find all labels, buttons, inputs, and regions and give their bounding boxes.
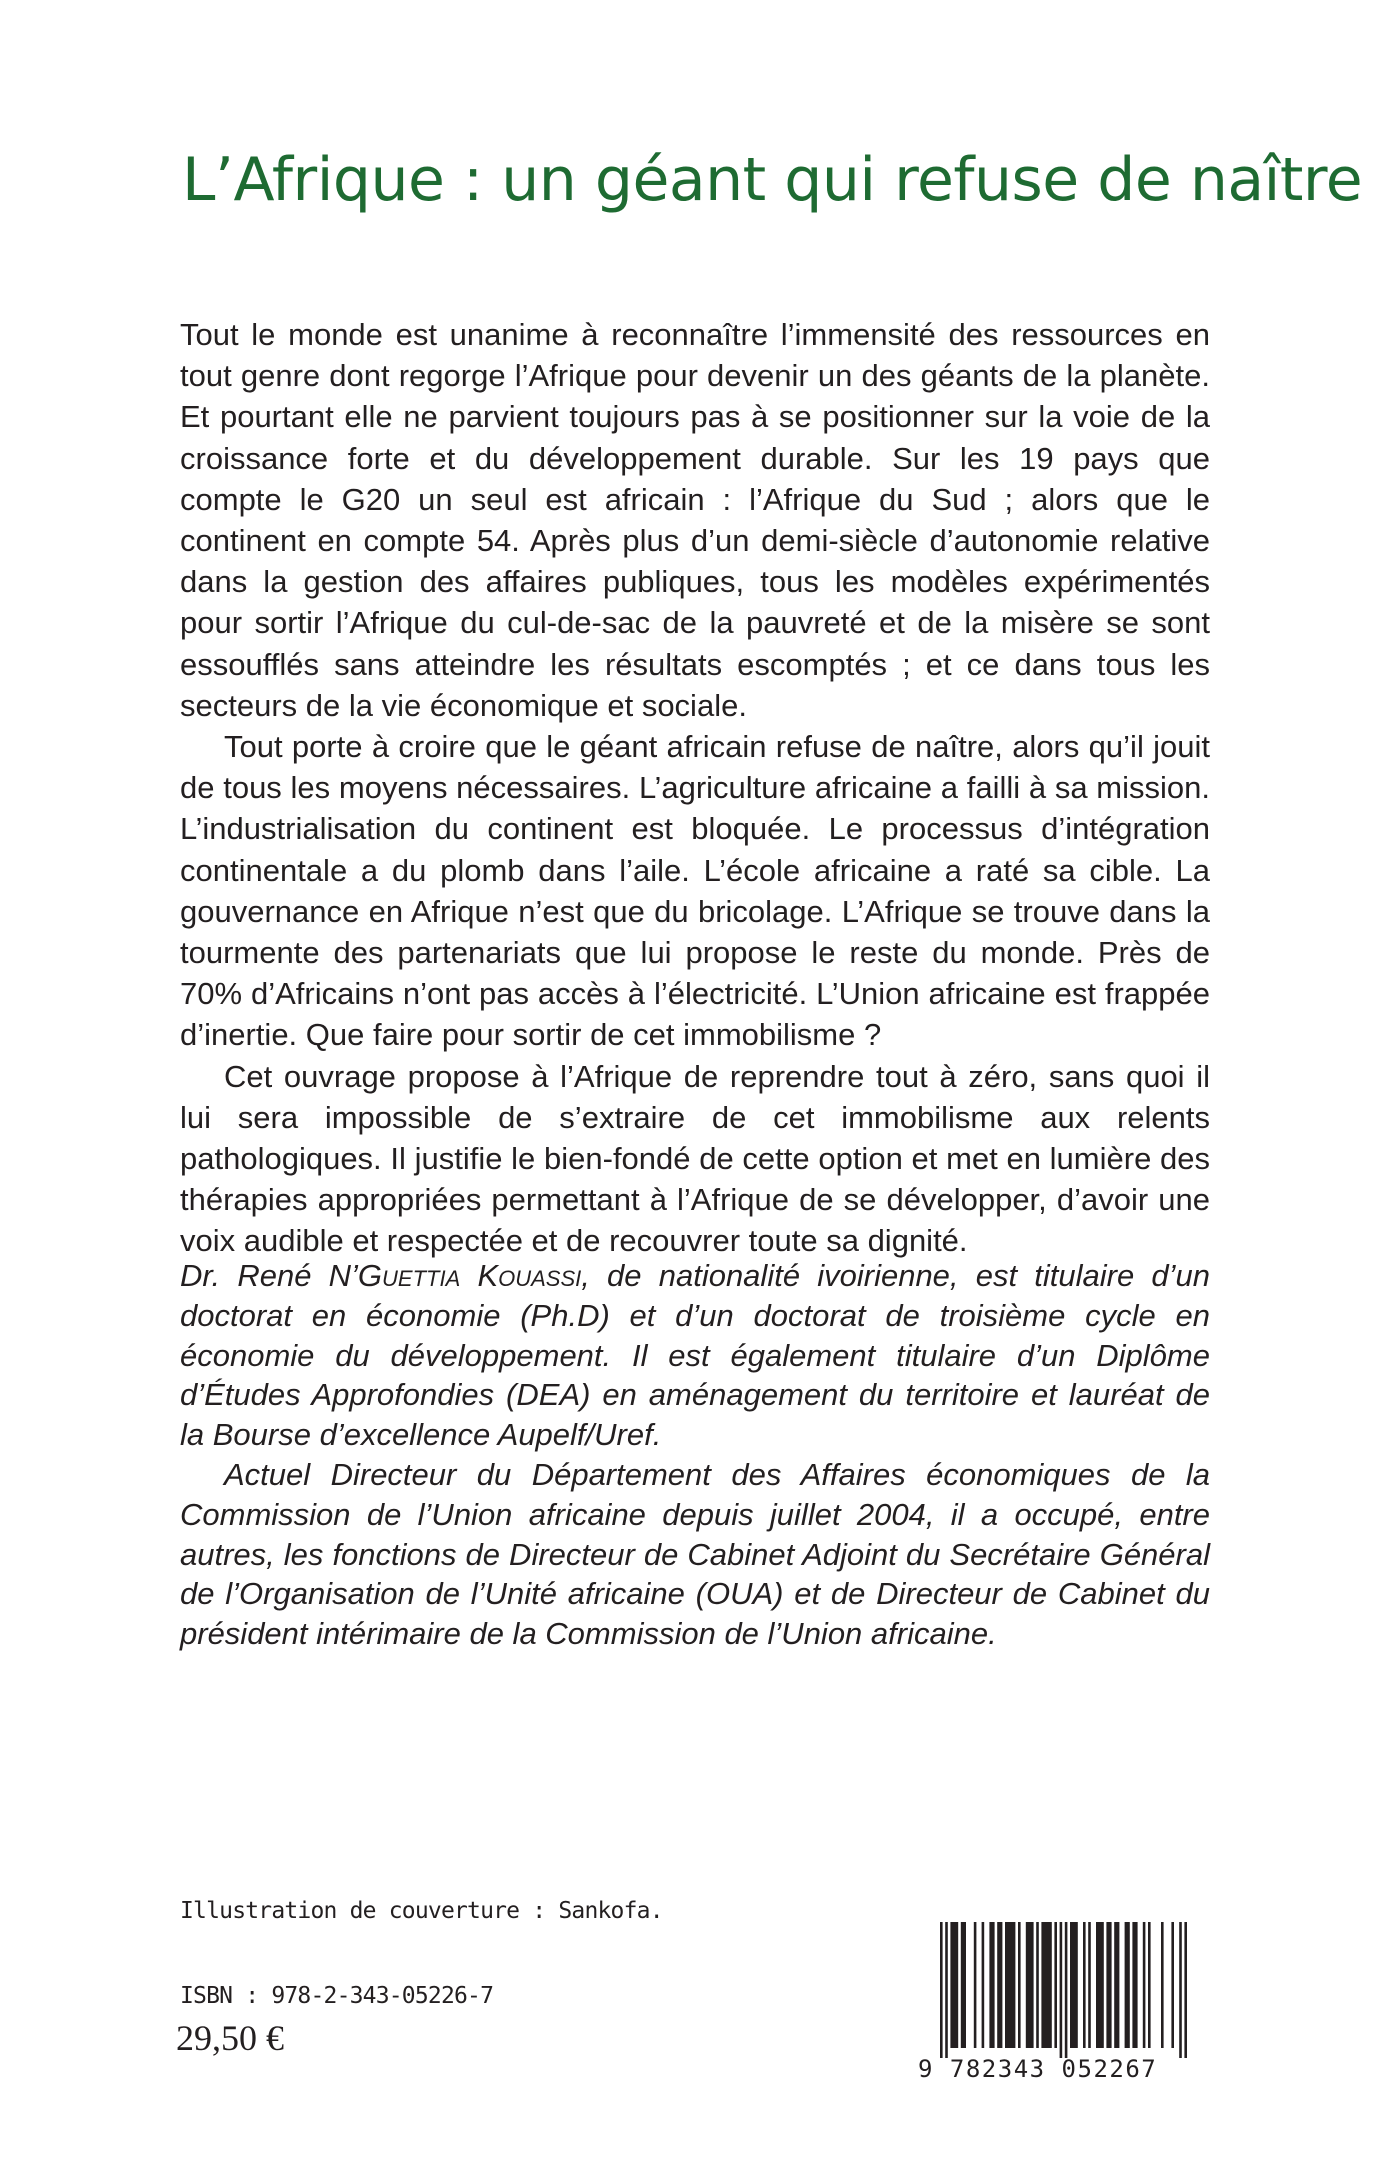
- author-bio-text: , de nationalité ivoirienne, est titulaire d’un doctorat en économie (Ph.D) et d’un doctorat de troisième cycle en économie du développement. Il est également titulaire d’un Diplôme d’Études Approfondies (DEA) en aménagement du territoire et lauréat de la Bourse d’excellence Aupelf/Uref.: [180, 1258, 1210, 1453]
- barcode-bar: [1171, 1922, 1174, 2048]
- barcode-bar: [974, 1922, 977, 2048]
- barcode-bar: [1143, 1922, 1146, 2048]
- barcode-digits: 9 782343 052267: [918, 2055, 1158, 2083]
- barcode-bar: [950, 1922, 958, 2048]
- barcode-guard-bar: [945, 1922, 948, 2058]
- barcode-bar: [1070, 1922, 1078, 2048]
- barcode-bar: [961, 1922, 966, 2048]
- barcode-bar: [1148, 1922, 1151, 2048]
- summary-paragraph-2: Tout porte à croire que le géant africain refuse de naître, alors qu’il jouit de tous les moyens nécessaires. L’agriculture africaine a failli à sa mission. L’industrialisation du continent est bloquée. Le processus d’intégration continentale a du plomb dans l’aile. L’école africaine a raté sa cible. La gouvernance en Afrique n’est que du bricolage. L’Afrique se trouve dans la tourmente des partenariats que lui propose le reste du monde. Près de 70% d’Africains n’ont pas accès à l’électricité. L’Union africaine est frappée d’inertie. Que faire pour sortir de cet immobilisme ?: [180, 729, 1210, 1053]
- barcode-bar: [1114, 1922, 1119, 2048]
- barcode-bar: [1132, 1922, 1137, 2048]
- barcode-bar: [989, 1922, 994, 2048]
- barcode-bar: [1005, 1922, 1015, 2048]
- summary-paragraph-3: Cet ouvrage propose à l’Afrique de reprendre tout à zéro, sans quoi il lui sera impossible de s’extraire de cet immobilisme aux relents pathologiques. Il justifie le bien-fondé de cette option et met en lumière des thérapies appropriées permettant à l’Afrique de se développer, d’avoir une voix audible et respectée et de recouvrer toute sa dignité.: [180, 1058, 1210, 1259]
- barcode-bar: [1106, 1922, 1111, 2048]
- book-title: L’Afrique : un géant qui refuse de naître: [182, 145, 1363, 215]
- barcode-bar: [1018, 1922, 1021, 2048]
- barcode-bar: [1026, 1922, 1034, 2048]
- barcode-bar: [1054, 1922, 1057, 2048]
- cover-illustration-credit: Illustration de couverture : Sankofa.: [180, 1898, 663, 1924]
- barcode-guard-bar: [1184, 1922, 1187, 2058]
- barcode-bar: [1083, 1922, 1086, 2048]
- barcode-bar: [1036, 1922, 1039, 2048]
- summary-paragraph-1: Tout le monde est unanime à reconnaître l’immensité des ressources en tout genre dont regorge l’Afrique pour devenir un des géants de la planète. Et pourtant elle ne parvient toujours pas à se positionner sur la voie de la croissance forte et du développement durable. Sur les 19 pays que compte le G20 un seul est africain : l’Afrique du Sud ; alors que le continent en compte 54. Après plus d’un demi-siècle d’autonomie relative dans la gestion des affaires publiques, tous les modèles expérimentés pour sortir l’Afrique du cul-de-sac de la pauvreté et de la misère se sont essoufflés sans atteindre les résultats escomptés ; et ce dans tous les secteurs de la vie économique et sociale.: [180, 317, 1210, 723]
- barcode-bar: [1096, 1922, 1104, 2048]
- author-career-paragraph: Actuel Directeur du Département des Affaires économiques de la Commission de l’Union africaine depuis juillet 2004, il a occupé, entre autres, les fonctions de Directeur de Cabinet Adjoint du Secrétaire Général de l’Organisation de l’Unité africaine (OUA) et de Directeur de Cabinet du président intérimaire de la Commission de l’Union africaine.: [180, 1456, 1210, 1652]
- isbn-barcode: [918, 1918, 1204, 2086]
- isbn: ISBN : 978-2-343-05226-7: [180, 1983, 494, 2009]
- barcode-bar: [997, 1922, 1002, 2048]
- author-biography: [180, 1256, 1210, 1654]
- barcode-guard-bar: [1060, 1922, 1063, 2058]
- barcode-bar: [1125, 1922, 1130, 2048]
- barcode-bars: [918, 1918, 1204, 2058]
- barcode-bar: [1161, 1922, 1164, 2048]
- book-summary: [180, 314, 1210, 1262]
- author-name: N’Guettia Kouassi: [328, 1258, 582, 1293]
- barcode-guard-bar: [1179, 1922, 1182, 2058]
- barcode-bar: [1088, 1922, 1091, 2048]
- author-prefix: Dr. René: [180, 1258, 329, 1293]
- price: 29,50 €: [176, 2018, 284, 2058]
- barcode-guard-bar: [1065, 1922, 1068, 2058]
- barcode-bar: [982, 1922, 985, 2048]
- author-bio-paragraph: [180, 1256, 1210, 1455]
- barcode-bar: [1041, 1922, 1051, 2048]
- barcode-guard-bar: [940, 1922, 943, 2058]
